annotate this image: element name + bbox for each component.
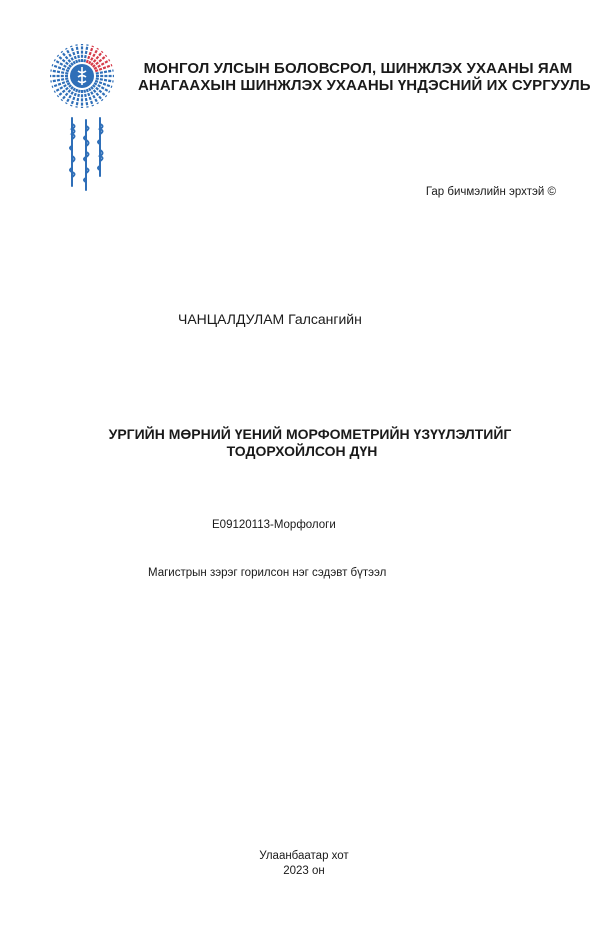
ministry-header <box>138 60 591 94</box>
thesis-title-line-1: УРГИЙН МӨРНИЙ ҮЕНИЙ МОРФОМЕТРИЙН ҮЗҮҮЛЭЛТИЙГ <box>108 426 512 442</box>
thesis-title <box>0 426 600 460</box>
header-ministry-line: МОНГОЛ УЛСЫН БОЛОВСРОЛ, ШИНЖЛЭХ УХААНЫ ЯАМ <box>143 60 573 77</box>
degree-description: Магистрын зэрэг горилсон нэг сэдэвт бүтээл <box>148 567 387 579</box>
specialty-code: E09120113-Морфологи <box>212 519 336 531</box>
year-label: 2023 он <box>283 865 325 877</box>
university-emblem-icon <box>48 42 116 110</box>
place-and-year <box>0 849 600 879</box>
author-name: ЧАНЦАЛДУЛАМ Галсангийн <box>178 311 362 327</box>
thesis-title-line-2: ТОДОРХОЙЛСОН ДҮН <box>226 443 378 459</box>
header-university-line: АНАГААХЫН ШИНЖЛЭХ УХААНЫ ҮНДЭСНИЙ ИХ СУРГУУЛЬ <box>138 77 591 94</box>
city-label: Улаанбаатар хот <box>259 850 349 862</box>
mongolian-script-name-icon <box>62 116 112 196</box>
copyright-notice: Гар бичмэлийн эрхтэй © <box>425 186 556 198</box>
